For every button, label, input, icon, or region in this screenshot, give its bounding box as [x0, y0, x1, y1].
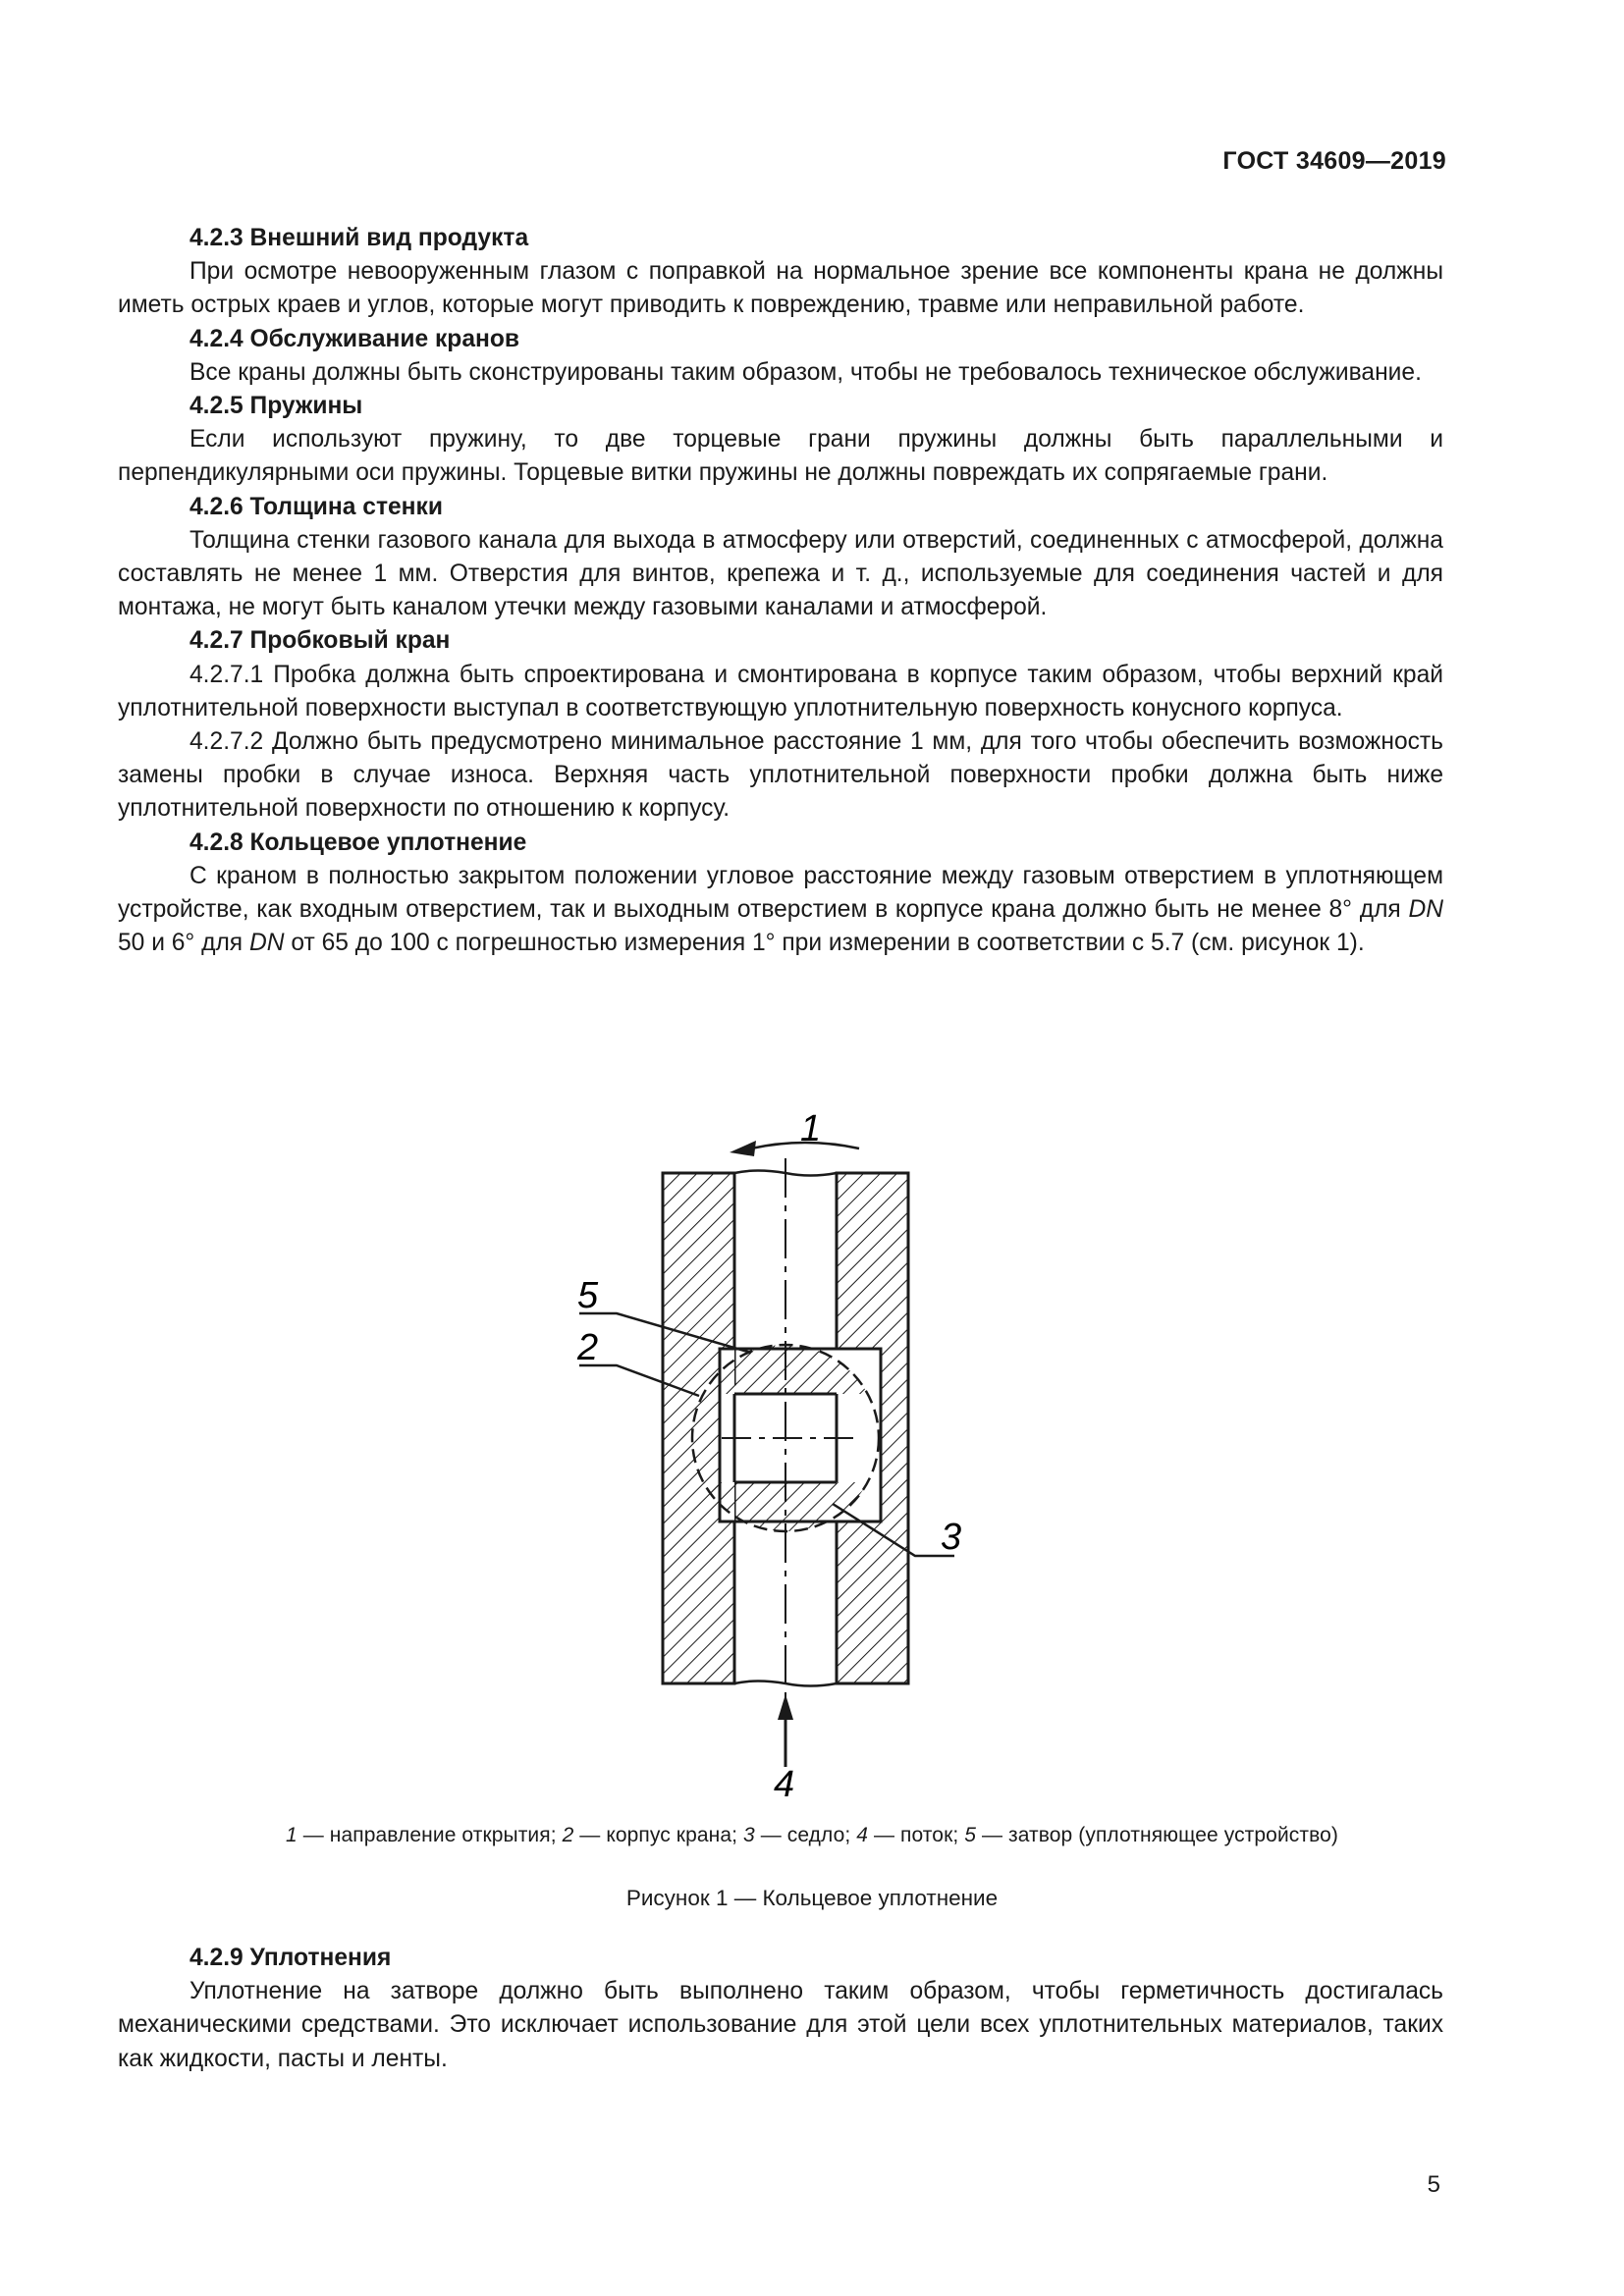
text-part: 50 и 6° для — [118, 930, 249, 957]
section-heading-4-2-7: 4.2.7 Пробковый кран — [189, 627, 451, 655]
legend-num: 2 — [562, 1824, 574, 1846]
legend-num: 4 — [856, 1824, 869, 1846]
section-text-4-2-5: Если используют пружину, то две торцевые грани пружины должны быть параллельными и перпендикулярными оси пружины. Торцевые витки пружины не должны повреждать их сопрягаемые грани. — [118, 426, 1443, 487]
legend-text: — направление открытия; — [297, 1824, 563, 1846]
section-heading-4-2-3: 4.2.3 Внешний вид продукта — [189, 225, 529, 251]
label-5: 5 — [577, 1275, 599, 1316]
ring-seal-drawing — [530, 1090, 1041, 1796]
section-text-4-2-9: Уплотнение на затворе должно быть выполнено таким образом, чтобы герметичность достигалась механическими средствами. Это исключает использование для этой цели всех уплотнительных материалов, таких как жидкости, пасты и ленты. — [118, 1978, 1443, 2072]
body-text-upper — [118, 222, 1443, 960]
legend-text: — затвор (уплотняющее устройство) — [976, 1824, 1338, 1846]
dn-symbol: DN — [248, 930, 285, 957]
legend-num: 1 — [286, 1824, 298, 1846]
section-text-4-2-7-1: 4.2.7.1 Пробка должна быть спроектирована и смонтирована в корпусе таким образом, чтобы верхний край уплотнительной поверхности выступал в соответствующую уплотнительную поверхность конусного корпуса. — [118, 661, 1443, 721]
figure-legend — [0, 1824, 1624, 1847]
section-heading-4-2-8: 4.2.8 Кольцевое уплотнение — [189, 828, 527, 856]
figure-ring-seal — [530, 1090, 1041, 1796]
section-text-4-2-4: Все краны должны быть сконструированы таким образом, чтобы не требовалось техническое обслуживание. — [189, 358, 1422, 386]
section-heading-4-2-6: 4.2.6 Толщина стенки — [189, 493, 443, 520]
legend-num: 5 — [964, 1824, 977, 1846]
body-text-lower — [118, 1942, 1443, 2076]
dn-symbol: DN — [1408, 896, 1443, 924]
section-text-4-2-8 — [118, 860, 1443, 961]
section-text-4-2-3: При осмотре невооруженным глазом с поправкой на нормальное зрение все компоненты крана не должны иметь острых краев и углов, которые могут приводить к повреждению, травме или неправильной работе. — [118, 258, 1443, 319]
legend-num: 3 — [743, 1824, 755, 1846]
text-part: С краном в полностью закрытом положении угловое расстояние между газовым отверстием в уплотняющем устройстве, как входным отверстием, так и выходным отверстием в корпусе крана должно быть не менее 8° для — [118, 862, 1443, 924]
document-code: ГОСТ 34609—2019 — [1222, 147, 1446, 175]
valve-body-right-wall — [837, 1173, 908, 1683]
section-heading-4-2-5: 4.2.5 Пружины — [189, 393, 363, 420]
legend-text: — поток; — [868, 1824, 965, 1846]
label-3: 3 — [941, 1517, 962, 1558]
section-heading-4-2-4: 4.2.4 Обслуживание кранов — [189, 325, 520, 352]
label-1: 1 — [800, 1108, 822, 1149]
figure-caption: Рисунок 1 — Кольцевое уплотнение — [625, 1886, 999, 1910]
section-heading-4-2-9: 4.2.9 Уплотнения — [189, 1945, 392, 1971]
section-text-4-2-7-2: 4.2.7.2 Должно быть предусмотрено минимальное расстояние 1 мм, для того чтобы обеспечить возможность замены пробки в случае износа. Верхняя часть уплотнительной поверхности пробки должна быть ниже уплотнительной поверхности по отношению к корпусу. — [118, 728, 1443, 823]
legend-text: — седло; — [754, 1824, 857, 1846]
legend-text: — корпус крана; — [573, 1824, 743, 1846]
label-4: 4 — [774, 1764, 795, 1796]
label-2: 2 — [577, 1327, 599, 1368]
text-part: от 65 до 100 с погрешностью измерения 1° при измерении в соответствии с 5.7 (см. рисунок 1). — [284, 930, 1365, 957]
section-text-4-2-6: Толщина стенки газового канала для выхода в атмосферу или отверстий, соединенных с атмосферой, должна составлять не менее 1 мм. Отверстия для винтов, крепежа и т. д., используемые для соединения частей и для монтажа, не могут быть каналом утечки между газовыми каналами и атмосферой. — [118, 526, 1443, 621]
page-number: 5 — [1427, 2171, 1440, 2198]
